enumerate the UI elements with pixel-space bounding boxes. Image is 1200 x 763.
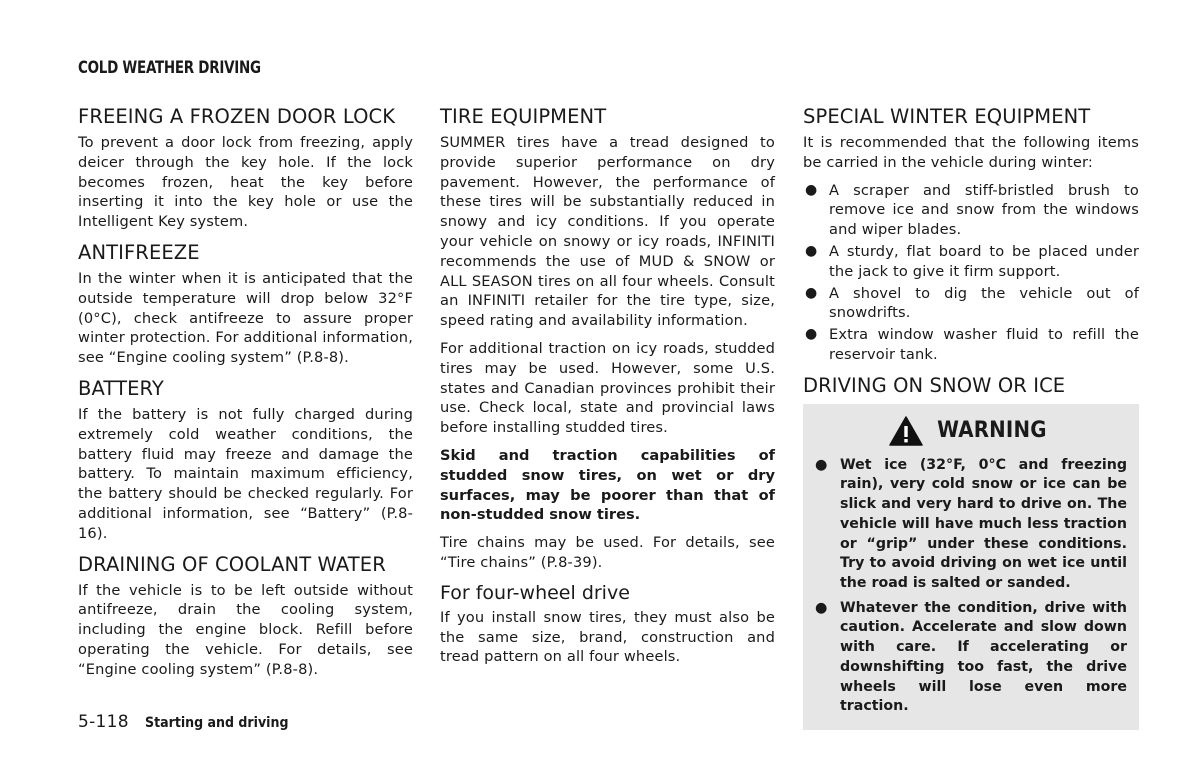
paragraph-studded-tires: For additional traction on icy roads, studded tires may be used. However, some U.S. states and Canadian provinces prohibit their use. Check local, state and provincial laws before installing studded tires. xyxy=(440,339,775,437)
column-middle xyxy=(440,104,775,675)
bullet-icon: ● xyxy=(805,242,818,259)
list-item: ● A scraper and stiff-bristled brush to remove ice and snow from the windows and wiper blades. xyxy=(805,181,1139,239)
winter-equipment-list xyxy=(803,181,1139,365)
list-item: ● Wet ice (32°F, 0°C and freezing rain), very cold snow or ice can be slick and very hard to drive on. The vehicle will have much less traction or “grip” under these conditions. Try to avoid driving on wet ice until the road is salted or sanded. xyxy=(815,456,1127,591)
heading-draining-coolant: DRAINING OF COOLANT WATER xyxy=(78,552,386,576)
paragraph-winter-intro: It is recommended that the following items be carried in the vehicle during winter: xyxy=(803,134,1139,171)
bullet-icon: ● xyxy=(805,326,818,343)
warning-box xyxy=(803,404,1139,730)
heading-tire-equipment: TIRE EQUIPMENT xyxy=(440,105,607,128)
warning-header xyxy=(803,414,1139,448)
bullet-icon: ● xyxy=(815,599,828,616)
paragraph-draining-coolant: If the vehicle is to be left outside without antifreeze, drain the cooling system, including the engine block. Refill before operating the vehicle. For details, see “Engine cooling system” (P.8-8). xyxy=(78,581,413,678)
page-footer xyxy=(78,712,304,732)
column-left xyxy=(78,104,413,688)
heading-driving-snow-ice: DRIVING ON SNOW OR ICE xyxy=(803,373,1066,397)
paragraph-battery: If the battery is not fully charged during extremely cold weather conditions, the battery fluid may freeze and damage the battery. To maintain maximum efficiency, the battery should be checked regularly. For additional information, see “Battery” (P.8-16). xyxy=(78,405,413,542)
warning-triangle-icon xyxy=(889,416,923,446)
paragraph-antifreeze: In the winter when it is anticipated that the outside temperature will drop below 32°F (0°C), check antifreeze to assure proper winter protection. For additional information, see “Engine cooling system” (P.8-8). xyxy=(78,269,413,367)
list-item: ● Whatever the condition, drive with caution. Accelerate and slow down with care. If accelerating or downshifting too fast, the drive wheels will lose even more traction. xyxy=(815,599,1127,715)
heading-antifreeze: ANTIFREEZE xyxy=(78,240,200,264)
list-item: ● A shovel to dig the vehicle out of snowdrifts. xyxy=(805,284,1139,322)
paragraph-frozen-door-lock: To prevent a door lock from freezing, apply deicer through the key hole. If the lock becomes frozen, heat the key before inserting it into the key hole or use the Intelligent Key system. xyxy=(78,134,413,231)
heading-four-wheel-drive: For four-wheel drive xyxy=(440,581,630,604)
chapter-title: Starting and driving xyxy=(144,715,289,731)
bullet-icon: ● xyxy=(805,181,818,198)
paragraph-summer-tires: SUMMER tires have a tread designed to provide superior performance on dry pavement. However, the performance of these tires will be substantially reduced in snowy and icy conditions. If you operate your vehicle on snowy or icy roads, INFINITI recommends the use of MUD & SNOW or ALL SEASON tires on all four wheels. Consult an INFINITI retailer for the tire type, size, speed rating and availability information. xyxy=(440,134,775,330)
heading-special-winter-equipment: SPECIAL WINTER EQUIPMENT xyxy=(803,105,1091,128)
paragraph-four-wheel-drive: If you install snow tires, they must also be the same size, brand, construction and tread pattern on all four wheels. xyxy=(440,608,775,666)
heading-battery: BATTERY xyxy=(78,376,164,400)
bullet-icon: ● xyxy=(815,456,828,473)
heading-frozen-door-lock: FREEING A FROZEN DOOR LOCK xyxy=(78,105,396,128)
section-header: COLD WEATHER DRIVING xyxy=(78,58,261,78)
column-right xyxy=(803,104,1139,730)
paragraph-skid-caution: Skid and traction capabilities of studded snow tires, on wet or dry surfaces, may be poorer than that of non-studded snow tires. xyxy=(440,446,775,524)
bullet-icon: ● xyxy=(805,284,818,301)
warning-list xyxy=(803,456,1139,717)
list-item: ● Extra window washer fluid to refill the reservoir tank. xyxy=(805,326,1139,363)
warning-title: WARNING xyxy=(937,418,1047,444)
paragraph-tire-chains: Tire chains may be used. For details, see “Tire chains” (P.8-39). xyxy=(440,534,775,571)
list-item: ● A sturdy, flat board to be placed under the jack to give it firm support. xyxy=(805,242,1139,280)
page-number: 5-118 xyxy=(78,712,129,732)
